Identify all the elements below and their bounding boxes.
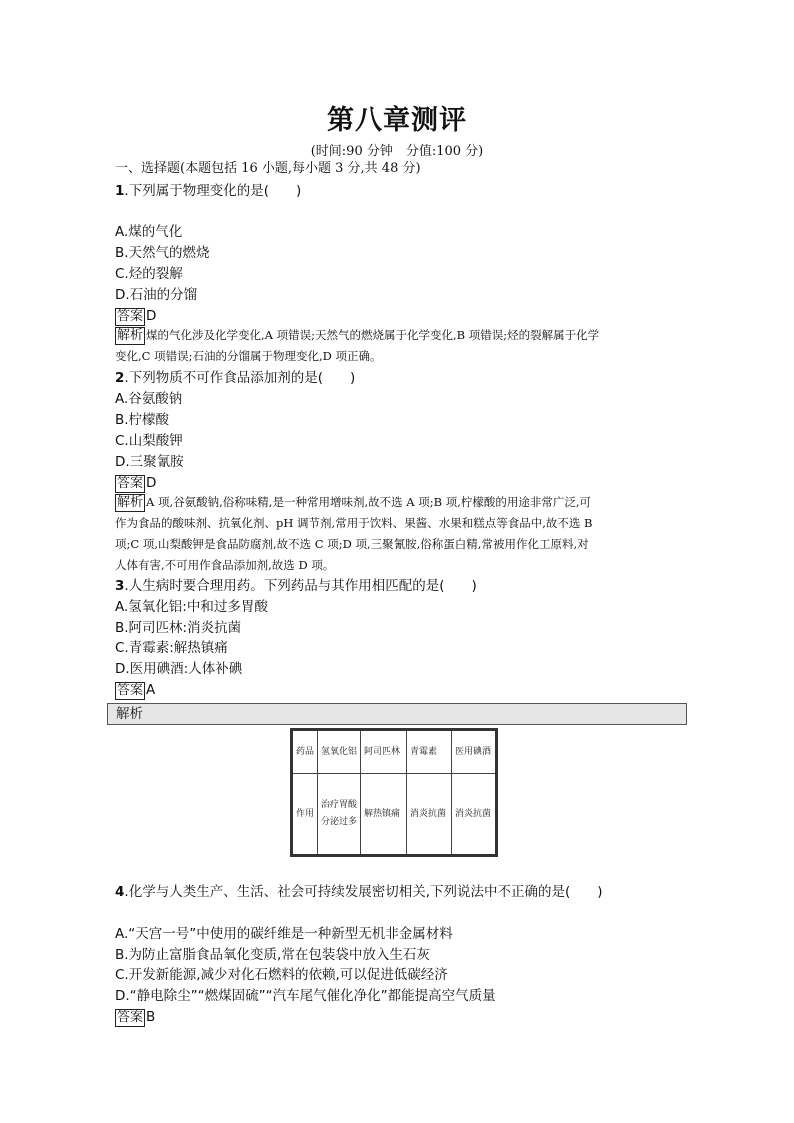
q4-option-d: D.“静电除尘”“燃煤固硫”“汽车尾气催化净化”都能提高空气质量 xyxy=(115,988,496,1004)
table-cell: 消炎抗菌 xyxy=(452,774,497,856)
question-3-number: 3 xyxy=(115,578,125,594)
answer-value: B xyxy=(146,1009,156,1025)
table-cell: 作用 xyxy=(292,774,318,856)
table-cell: 治疗胃酸分泌过多 xyxy=(318,774,361,856)
exam-info: (时间:90 分钟 分值:100 分) xyxy=(310,144,484,159)
table-cell: 氢氧化铝 xyxy=(318,730,361,774)
analysis-text: 人体有害,不可用作食品添加剂,故选 D 项。 xyxy=(115,558,335,572)
q1-option-a: A.煤的气化 xyxy=(115,224,183,240)
analysis-text: 项;C 项,山梨酸钾是食品防腐剂,故不选 C 项;D 项,三聚氰胺,俗称蛋白精,常被用作化工原料,对 xyxy=(115,537,589,551)
table-row xyxy=(292,730,497,774)
analysis-text: A 项,谷氨酸钠,俗称味精,是一种常用增味剂,故不选 A 项;B 项,柠檬酸的用途非常广泛,可 xyxy=(146,495,592,509)
answer-label: 答案 xyxy=(117,476,144,491)
question-1 xyxy=(115,181,301,201)
question-2-number: 2 xyxy=(115,370,125,386)
table-cell: 青霉素 xyxy=(407,730,452,774)
analysis-text: 作为食品的酸味剂、抗氧化剂、pH 调节剂,常用于饮料、果酱、水果和糕点等食品中,故不选 B xyxy=(115,516,593,530)
analysis-label: 解析 xyxy=(117,328,144,343)
question-4-stem: .化学与人类生产、生活、社会可持续发展密切相关,下列说法中不正确的是( ) xyxy=(124,884,603,900)
answer-value: D xyxy=(146,475,157,491)
q3-analysis-header: 解析 xyxy=(107,703,687,725)
page-title: 第八章测评 xyxy=(327,105,467,136)
q2-option-a: A.谷氨酸钠 xyxy=(115,391,183,407)
answer-label: 答案 xyxy=(117,1010,144,1025)
analysis-text: 变化,C 项错误;石油的分馏属于物理变化,D 项正确。 xyxy=(115,349,382,363)
table-cell: 消炎抗菌 xyxy=(407,774,452,856)
table-cell: 药品 xyxy=(292,730,318,774)
question-4-number: 4 xyxy=(115,884,125,900)
q1-option-d: D.石油的分馏 xyxy=(115,287,198,303)
answer-label: 答案 xyxy=(117,683,144,698)
q2-answer xyxy=(115,473,156,493)
drug-table xyxy=(290,728,498,857)
question-3 xyxy=(115,576,477,596)
q1-option-c: C.烃的裂解 xyxy=(115,266,183,282)
q3-option-a: A.氢氧化铝:中和过多胃酸 xyxy=(115,599,268,615)
question-1-number: 1 xyxy=(115,183,125,199)
q3-option-d: D.医用碘酒:人体补碘 xyxy=(115,661,243,677)
answer-value: A xyxy=(146,682,156,698)
q3-option-c: C.青霉素:解热镇痛 xyxy=(115,640,228,656)
q4-option-a: A.“天宫一号”中使用的碳纤维是一种新型无机非金属材料 xyxy=(115,926,453,942)
question-2-stem: .下列物质不可作食品添加剂的是( ) xyxy=(124,370,356,386)
question-2 xyxy=(115,368,355,388)
q2-analysis xyxy=(115,492,687,576)
question-4 xyxy=(115,882,603,902)
q1-option-b: B.天然气的燃烧 xyxy=(115,245,210,261)
section-heading: 一、选择题(本题包括 16 小题,每小题 3 分,共 48 分) xyxy=(115,161,421,176)
q2-option-b: B.柠檬酸 xyxy=(115,412,170,428)
table-cell: 医用碘酒 xyxy=(452,730,497,774)
question-1-stem: .下列属于物理变化的是( ) xyxy=(124,183,302,199)
q4-answer xyxy=(115,1007,155,1027)
analysis-label: 解析 xyxy=(117,495,144,510)
q4-option-c: C.开发新能源,减少对化石燃料的依赖,可以促进低碳经济 xyxy=(115,967,448,983)
question-3-stem: .人生病时要合理用药。下列药品与其作用相匹配的是( ) xyxy=(124,578,477,594)
q3-option-b: B.阿司匹林:消炎抗菌 xyxy=(115,620,242,636)
answer-label: 答案 xyxy=(117,309,144,324)
table-cell: 解热镇痛 xyxy=(361,774,407,856)
q2-option-c: C.山梨酸钾 xyxy=(115,433,183,449)
q1-analysis xyxy=(115,325,687,367)
answer-value: D xyxy=(146,308,157,324)
q1-answer xyxy=(115,306,156,326)
q2-option-d: D.三聚氰胺 xyxy=(115,454,184,470)
table-row xyxy=(292,774,497,856)
table-cell: 阿司匹林 xyxy=(361,730,407,774)
q4-option-b: B.为防止富脂食品氧化变质,常在包装袋中放入生石灰 xyxy=(115,947,430,963)
q3-answer xyxy=(115,680,155,700)
analysis-text: 煤的气化涉及化学变化,A 项错误;天然气的燃烧属于化学变化,B 项错误;烃的裂解属于化学 xyxy=(146,328,600,342)
